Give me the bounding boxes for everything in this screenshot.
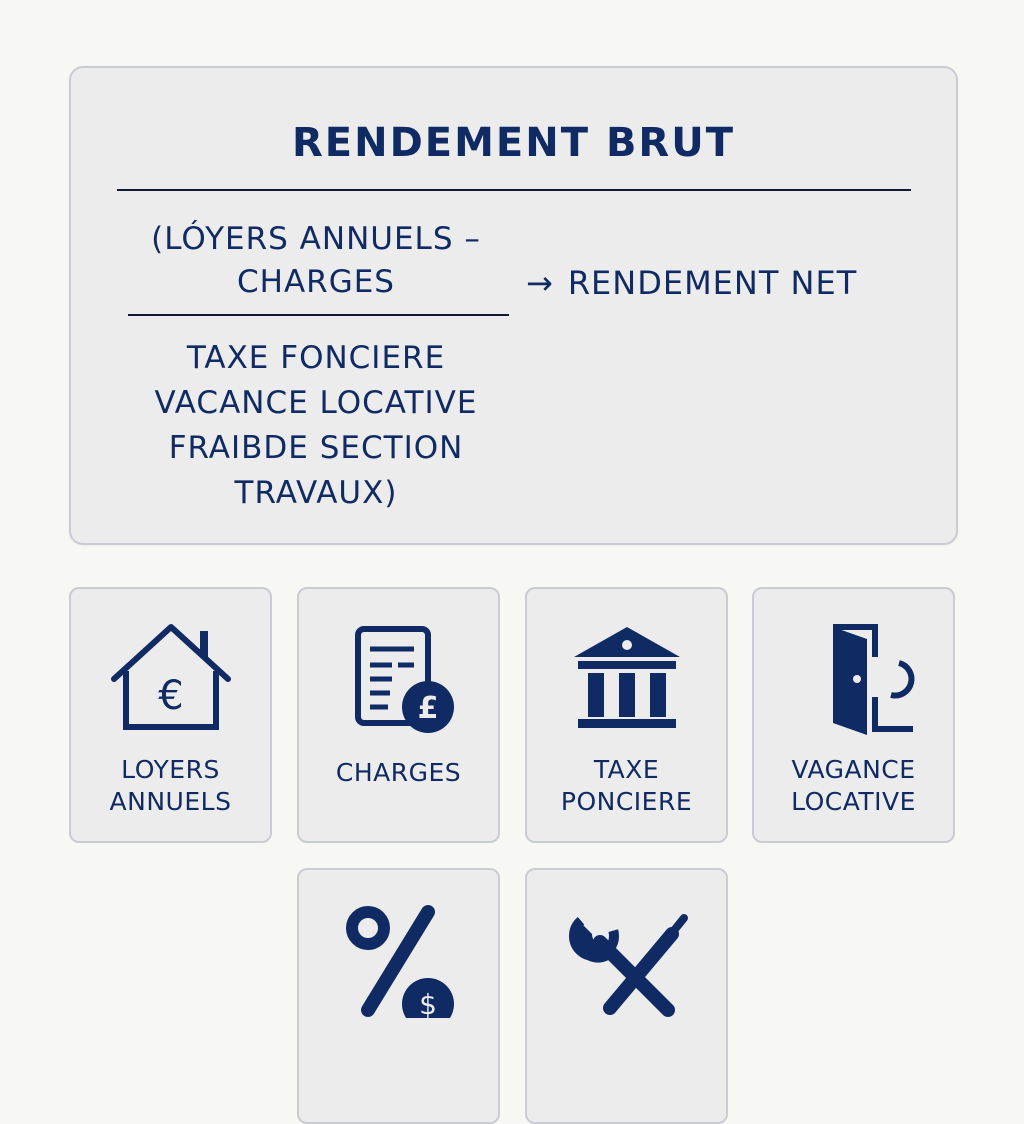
svg-text:£: £ <box>417 691 439 726</box>
open-door-icon <box>787 617 921 737</box>
tile-label-line-1: VAGANCE <box>791 755 916 784</box>
tile-loyers-annuels[interactable] <box>69 587 272 843</box>
result-label: RENDEMENT NET <box>567 264 858 302</box>
formula-numerator <box>111 218 521 304</box>
denominator-line-4: TRAVAUX) <box>234 475 398 511</box>
tile-label <box>77 754 264 818</box>
tile-label-line-1: LOYERS <box>121 755 220 784</box>
formula-title: RENDEMENT BRUT <box>292 120 735 166</box>
title-divider <box>117 189 911 191</box>
tile-label-line-1: CHARGES <box>335 758 462 787</box>
bank-building-icon <box>560 617 694 737</box>
house-euro-icon <box>104 617 238 737</box>
formula-denominator <box>101 336 531 516</box>
svg-text:€: € <box>158 673 184 719</box>
arrow-right-icon: → <box>526 264 554 302</box>
tile-label <box>760 754 947 818</box>
tile-label <box>305 757 492 789</box>
denominator-line-1: TAXE FONCIERE <box>186 340 446 376</box>
tile-vacance-locative[interactable] <box>752 587 955 843</box>
fraction-bar <box>128 314 509 316</box>
formula-card <box>69 66 958 545</box>
invoice-euro-icon <box>332 617 466 737</box>
denominator-line-2: VACANCE LOCATIVE <box>154 385 478 421</box>
tile-label-line-2: ANNUELS <box>109 787 232 816</box>
denominator-line-3: FRAIBDE SECTION <box>168 430 464 466</box>
tile-label-line-2: PONCIERE <box>560 787 693 816</box>
tile-charges[interactable] <box>297 587 500 843</box>
numerator-line-1: (LÓYERS ANNUELS – <box>151 221 481 257</box>
tile-percent[interactable] <box>297 868 500 1124</box>
numerator-line-2: CHARGES <box>237 264 395 300</box>
svg-text:$: $ <box>419 988 437 1018</box>
percent-dollar-icon <box>332 898 466 1018</box>
tile-taxe-fonciere[interactable] <box>525 587 728 843</box>
tile-label-line-2: LOCATIVE <box>791 787 916 816</box>
wrench-screwdriver-icon <box>560 898 694 1018</box>
tile-label-line-1: TAXE <box>593 755 660 784</box>
tile-label <box>533 754 720 818</box>
formula-result <box>526 264 857 302</box>
tile-travaux[interactable] <box>525 868 728 1124</box>
